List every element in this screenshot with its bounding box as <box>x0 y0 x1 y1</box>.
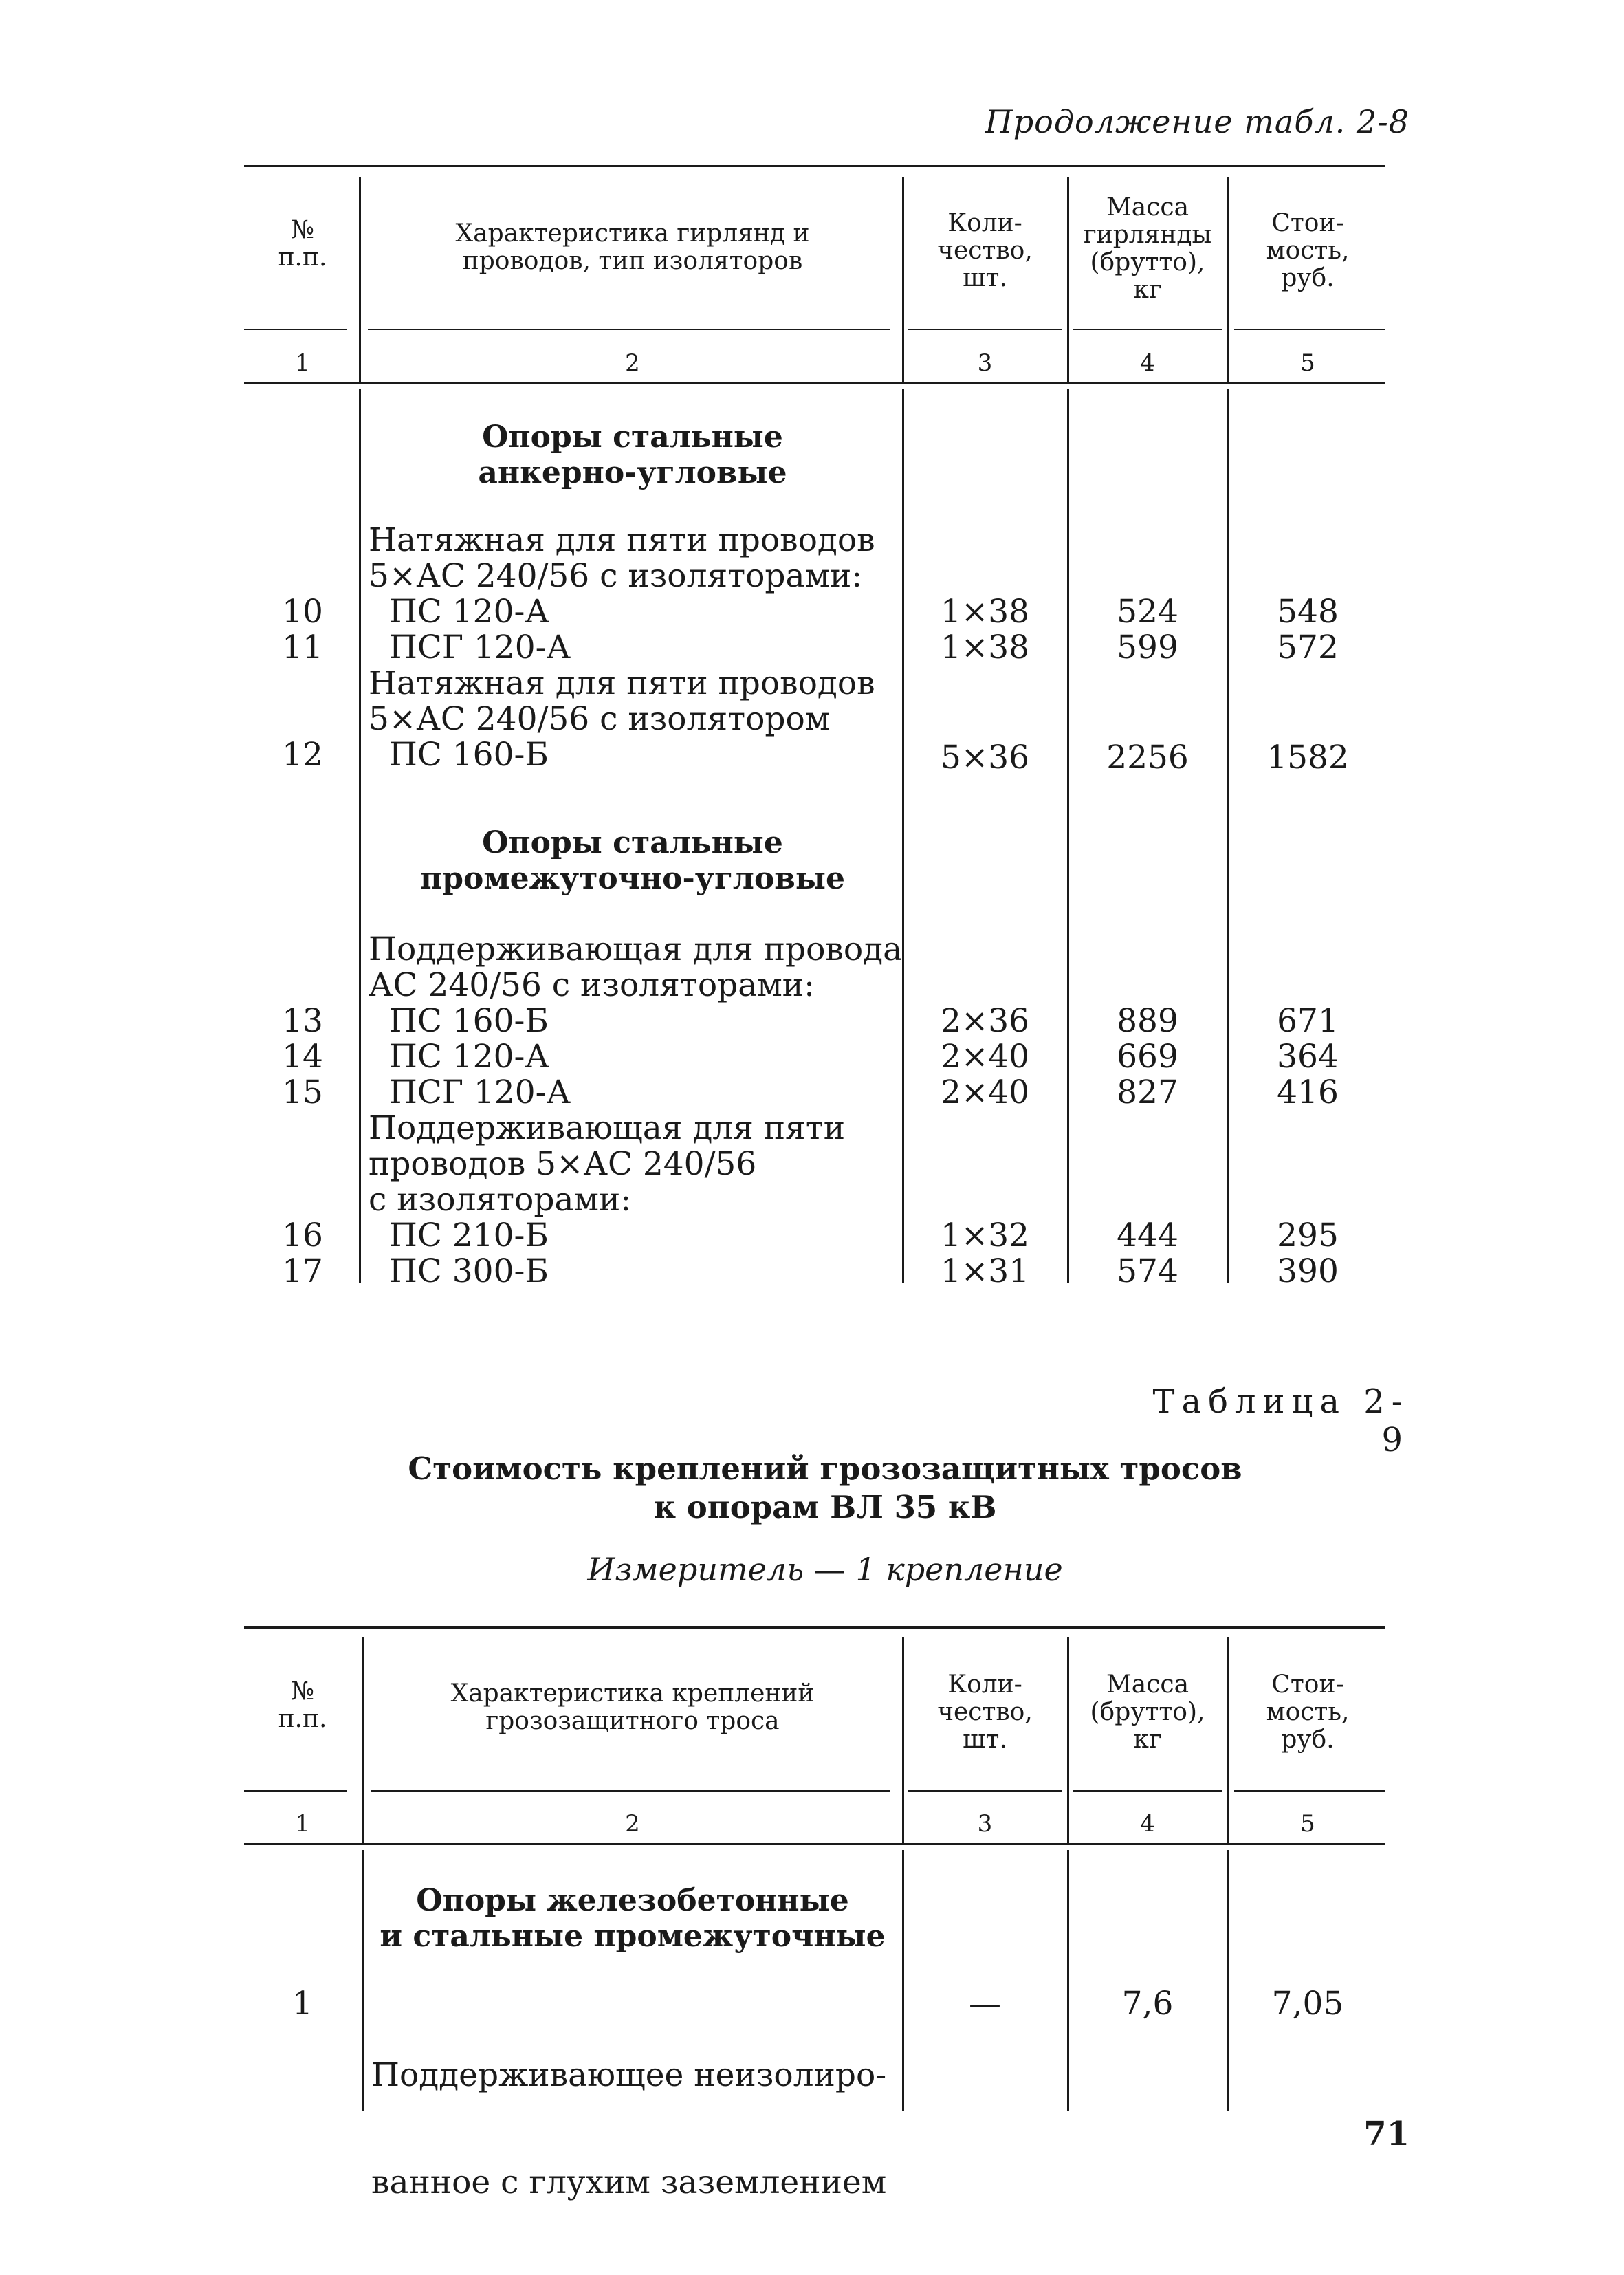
section-title-line: промежуточно-угловые <box>420 861 845 896</box>
row-cost: 1582 <box>1266 739 1349 776</box>
column-number: 4 <box>1140 349 1155 377</box>
row-no: 16 <box>282 1217 323 1254</box>
header-cost <box>1232 1671 1383 1754</box>
row-cost: 7,05 <box>1271 1985 1344 2023</box>
header-cost-line: руб. <box>1281 264 1335 292</box>
row-no: 14 <box>282 1038 323 1076</box>
row-text-line: Поддерживающее неизолиро- <box>371 2056 887 2094</box>
row-mass: 444 <box>1117 1217 1178 1254</box>
row-mass: 669 <box>1117 1038 1178 1076</box>
row-text: 5×АС 240/56 с изоляторами: <box>369 557 863 595</box>
table-title-line: к опорам ВЛ 35 кВ <box>653 1489 997 1525</box>
row-mass: 574 <box>1117 1252 1178 1290</box>
header-char-line: Характеристика гирлянд и <box>455 219 810 248</box>
header-mass-line: гирлянды <box>1083 221 1212 249</box>
table-title <box>385 1450 1265 1527</box>
header-mass-line: Масса <box>1106 1670 1189 1699</box>
row-text: ПС 160-Б <box>369 736 549 774</box>
column-number: 3 <box>977 349 993 377</box>
row-no: 15 <box>282 1074 323 1111</box>
row-no: 10 <box>282 593 323 631</box>
row-no: 13 <box>282 1002 323 1040</box>
header-no-line: № <box>290 1677 315 1706</box>
header-bottom-rule <box>244 1790 347 1792</box>
column-number: 1 <box>295 349 310 377</box>
row-cost: 295 <box>1277 1217 1339 1254</box>
section-title-line: Опоры железобетонные <box>416 1883 849 1918</box>
header-divider <box>902 1637 904 1843</box>
header-bottom-rule <box>368 329 890 330</box>
header-qty-line: чество, <box>937 237 1033 265</box>
header-bottom-rule <box>908 1790 1062 1792</box>
row-cost: 390 <box>1277 1252 1339 1290</box>
row-qty: 5×36 <box>940 739 1030 776</box>
column-number: 2 <box>625 349 640 377</box>
header-qty-line: чество, <box>937 1698 1033 1726</box>
header-bottom-rule <box>1234 329 1385 330</box>
header-cost-line: мость, <box>1266 1698 1350 1726</box>
header-bottom-rule <box>1234 1790 1385 1792</box>
header-characteristic <box>371 1680 894 1735</box>
row-text: 5×АС 240/56 с изолятором <box>369 700 831 738</box>
section-title <box>371 825 894 897</box>
header-qty-line: шт. <box>963 1726 1007 1754</box>
row-qty: 1×32 <box>940 1217 1030 1254</box>
header-char-line: грозозащитного троса <box>485 1707 780 1735</box>
row-mass: 889 <box>1117 1002 1178 1040</box>
header-bottom-rule <box>908 329 1062 330</box>
row-text: Поддерживающая для провода <box>369 930 903 968</box>
row-text: с изоляторами: <box>369 1181 632 1219</box>
section-title-line: и стальные промежуточные <box>380 1919 886 1954</box>
header-no <box>251 1678 354 1733</box>
row-text: Натяжная для пяти проводов <box>369 664 875 702</box>
row-mass: 2256 <box>1106 739 1189 776</box>
row-no: 11 <box>282 629 323 666</box>
body-divider <box>362 1850 364 2111</box>
page-number: 71 <box>1363 2115 1409 2153</box>
row-qty: — <box>969 1985 1001 2023</box>
table-unit: Измеритель — 1 крепление <box>587 1551 1063 1588</box>
header-bottom-rule <box>371 1790 890 1792</box>
row-qty: 1×38 <box>940 629 1030 666</box>
row-no: 1 <box>292 1985 313 2023</box>
header-mass-line: Масса <box>1106 193 1189 221</box>
header-divider <box>362 1637 364 1843</box>
column-number-rule <box>244 382 1385 384</box>
row-text: ПС 210-Б <box>369 1217 549 1254</box>
row-text: ПС 160-Б <box>369 1002 549 1040</box>
column-number-rule <box>244 1843 1385 1845</box>
continuation-title: Продолжение табл. 2-8 <box>985 103 1409 140</box>
row-mass: 827 <box>1117 1074 1178 1111</box>
section-title-line: анкерно-угловые <box>478 455 787 490</box>
header-divider <box>1067 1637 1069 1843</box>
row-no: 12 <box>282 736 323 774</box>
row-text: ПС 120-А <box>369 1038 549 1076</box>
row-text: ПСГ 120-А <box>369 1074 571 1111</box>
header-mass <box>1071 1671 1224 1754</box>
header-mass-line: кг <box>1133 276 1162 304</box>
body-divider <box>359 389 361 1283</box>
header-characteristic <box>371 220 894 275</box>
row-text: АС 240/56 с изоляторами: <box>369 966 815 1004</box>
table-top-rule <box>244 1626 1385 1629</box>
column-number: 5 <box>1300 349 1315 377</box>
section-title-line: Опоры стальные <box>482 825 783 860</box>
column-number: 1 <box>295 1810 310 1838</box>
body-divider <box>1067 1850 1069 2111</box>
header-char-line: Характеристика креплений <box>450 1679 815 1708</box>
row-cost: 572 <box>1277 629 1339 666</box>
body-divider <box>1067 389 1069 1283</box>
row-text: ПС 120-А <box>369 593 549 631</box>
row-text: Поддерживающая для пяти <box>369 1109 846 1147</box>
row-mass: 599 <box>1117 629 1178 666</box>
row-text: ПС 300-Б <box>369 1252 549 1290</box>
column-number: 5 <box>1300 1810 1315 1838</box>
body-divider <box>902 389 904 1283</box>
row-qty: 2×40 <box>940 1074 1030 1111</box>
header-divider <box>1227 177 1229 384</box>
header-cost-line: руб. <box>1281 1726 1335 1754</box>
header-mass-line: (брутто), <box>1090 248 1205 276</box>
header-bottom-rule <box>244 329 347 330</box>
header-divider <box>902 177 904 384</box>
row-text: ПСГ 120-А <box>369 629 571 666</box>
header-quantity <box>908 1671 1062 1754</box>
row-mass: 7,6 <box>1121 1985 1174 2023</box>
row-qty: 2×40 <box>940 1038 1030 1076</box>
row-qty: 2×36 <box>940 1002 1030 1040</box>
header-mass-line: (брутто), <box>1090 1698 1205 1726</box>
section-title <box>371 1883 894 1955</box>
header-cost <box>1232 210 1383 292</box>
header-no-line: п.п. <box>278 243 327 272</box>
header-mass <box>1071 194 1224 304</box>
table-title-line: Стоимость креплений грозозащитных тросов <box>408 1450 1242 1487</box>
header-mass-line: кг <box>1133 1726 1162 1754</box>
header-no-line: № <box>290 216 315 244</box>
header-no-line: п.п. <box>278 1705 327 1733</box>
row-text-line: ванное с глухим заземлением <box>371 2164 887 2201</box>
header-qty-line: шт. <box>963 264 1007 292</box>
column-number: 4 <box>1140 1810 1155 1838</box>
row-text: Натяжная для пяти проводов <box>369 521 875 559</box>
row-text: проводов 5×АС 240/56 <box>369 1145 757 1183</box>
header-cost-line: Стои- <box>1271 1670 1344 1699</box>
header-quantity <box>908 210 1062 292</box>
header-char-line: проводов, тип изоляторов <box>462 247 803 275</box>
header-no <box>251 217 354 272</box>
row-cost: 548 <box>1277 593 1339 631</box>
table-label: Таблица 2-9 <box>1152 1382 1409 1459</box>
body-divider <box>902 1850 904 2111</box>
section-title-line: Опоры стальные <box>482 420 783 455</box>
row-cost: 364 <box>1277 1038 1339 1076</box>
header-divider <box>1067 177 1069 384</box>
header-divider <box>359 177 361 384</box>
row-qty: 1×38 <box>940 593 1030 631</box>
section-title <box>371 420 894 491</box>
row-qty: 1×31 <box>940 1252 1030 1290</box>
header-qty-line: Коли- <box>947 209 1022 237</box>
header-bottom-rule <box>1073 1790 1222 1792</box>
header-divider <box>1227 1637 1229 1843</box>
row-cost: 671 <box>1277 1002 1339 1040</box>
column-number: 3 <box>977 1810 993 1838</box>
header-bottom-rule <box>1073 329 1222 330</box>
body-divider <box>1227 1850 1229 2111</box>
row-mass: 524 <box>1117 593 1178 631</box>
body-divider <box>1227 389 1229 1283</box>
column-number: 2 <box>625 1810 640 1838</box>
row-text <box>371 1986 886 2272</box>
row-no: 17 <box>282 1252 323 1290</box>
header-cost-line: мость, <box>1266 237 1350 265</box>
table-top-rule <box>244 165 1385 167</box>
row-cost: 416 <box>1277 1074 1339 1111</box>
header-cost-line: Стои- <box>1271 209 1344 237</box>
header-qty-line: Коли- <box>947 1670 1022 1699</box>
